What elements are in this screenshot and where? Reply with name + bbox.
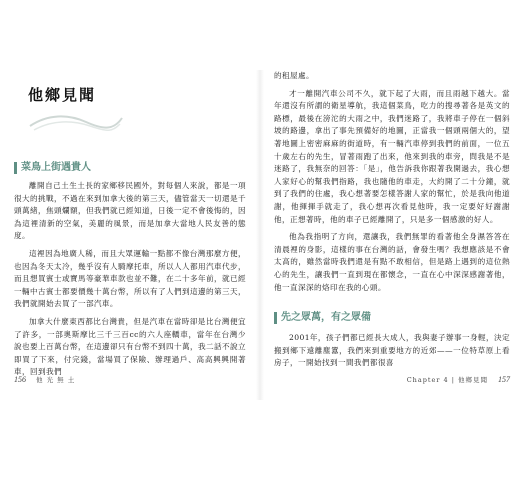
chapter-title: 他鄉見聞 xyxy=(28,86,97,104)
paragraph: 他為我指明了方向，還讓我，我們無罪的看著他全身濕答答在清晨裡的身影，這樣的事在台灣的話，會發生嗎？我想應該是不會太高的，雖然當時我們還是有點不敢相信，但是路上遇到的這位熱心的先生，讓我們一直到現在都懷念，一直在心中深深感謝著他，他一直深深的烙印在我的心頭。 xyxy=(274,232,510,292)
right-page xyxy=(274,70,510,400)
running-head: 他 光 無 土 xyxy=(36,376,76,384)
paragraph: 的租屋處。 xyxy=(274,71,314,80)
right-section xyxy=(274,312,510,375)
right-top-text xyxy=(274,70,510,299)
paragraph: 這裡因為地廣人稀，而且大眾運輸一點都不像台灣那麼方便，也因為冬天太冷，幾乎沒有人騎摩托車，所以人人都用汽車代步，而且想買賓士或寶馬等豪華車款也並不難，在二十多年前，就已經一輛中古賓士都要價幾十萬台幣，所以有了人們到這邊的第三天，我們就開始去買了一部汽車。 xyxy=(14,248,246,309)
page-number: 156 xyxy=(14,375,26,384)
left-footer xyxy=(14,374,246,386)
paragraph: 離開自己土生土長的家鄉移民國外，對每個人來說，都是一項很大的挑戰，不過在來到加拿大後的第三天，儘管當天一切還是千頭萬緒，焦頭爛額，但我們就已經知道，日後一定不會後悔的，因為這裡清新的空氣，美麗的風景，而是加拿大當地人民友善的態度。 xyxy=(14,181,246,241)
section-heading: 菜鳥上街遇貴人 xyxy=(14,162,246,174)
chapter-header xyxy=(14,84,246,136)
right-footer xyxy=(274,374,510,386)
left-page xyxy=(14,70,246,400)
paragraph: 才一離開汽車公司不久，就下起了大雨，而且雨越下越大。當年還沒有所謂的衛星導航，我這個菜鳥，吃力的搜尋著各是英文的路標，最後在滂沱的大雨之中，我們迷路了，我將車子停在一個斜坡的路邊，拿出了事先預備好的地圖，正當我一個頭兩個大的，望著地圖上密密麻麻的街道時，有一輛汽車停到我們的前面，一位五十歲左右的先生，冒著雨跑了出來，他來到我的車旁，問我是不是迷路了，我無奈的回答：「是」，他告訴我你跟著我開過去，我心想人家好心的幫我們指路，我也隨他的車走，大約開了二十分鐘，就到了我們的住處，我心想著要怎樣答謝人家的幫忙，於是我向他道謝，他揮揮手就走了，我心想再次看見他時，我一定要好好謝謝他，正想著時，他的車子已經離開了，只是多一個感激的好人。 xyxy=(274,88,510,224)
running-head: Chapter 4 | 他鄉見聞 xyxy=(406,376,488,384)
page-number: 157 xyxy=(498,375,510,384)
section-heading: 先之眾萬，有之眾備 xyxy=(274,312,510,324)
chapter-title-ornament xyxy=(28,110,124,134)
left-section xyxy=(14,162,246,384)
paragraph: 加拿大什麼東西都比台灣貴，但是汽車在當時卻是比台灣便宜了許多，一部奧斯摩比三千三百cc的六人座轎車，當年在台灣少說也要上百萬台幣，在這邊卻只有台幣不到四十萬，我二話不說立即買了下來，付完錢，當場買了保險、辦理過戶、高高興興開著車，回到我們 xyxy=(14,316,246,377)
book-gutter xyxy=(256,70,264,400)
paragraph: 2001年，孩子們都已經長大成人，我與妻子辦事一身輕，決定搬到鄉下遠離塵囂，我們來到重要地方的近郊——一位特草原上看房子，一開始找到一間我們都很喜 xyxy=(274,333,510,368)
